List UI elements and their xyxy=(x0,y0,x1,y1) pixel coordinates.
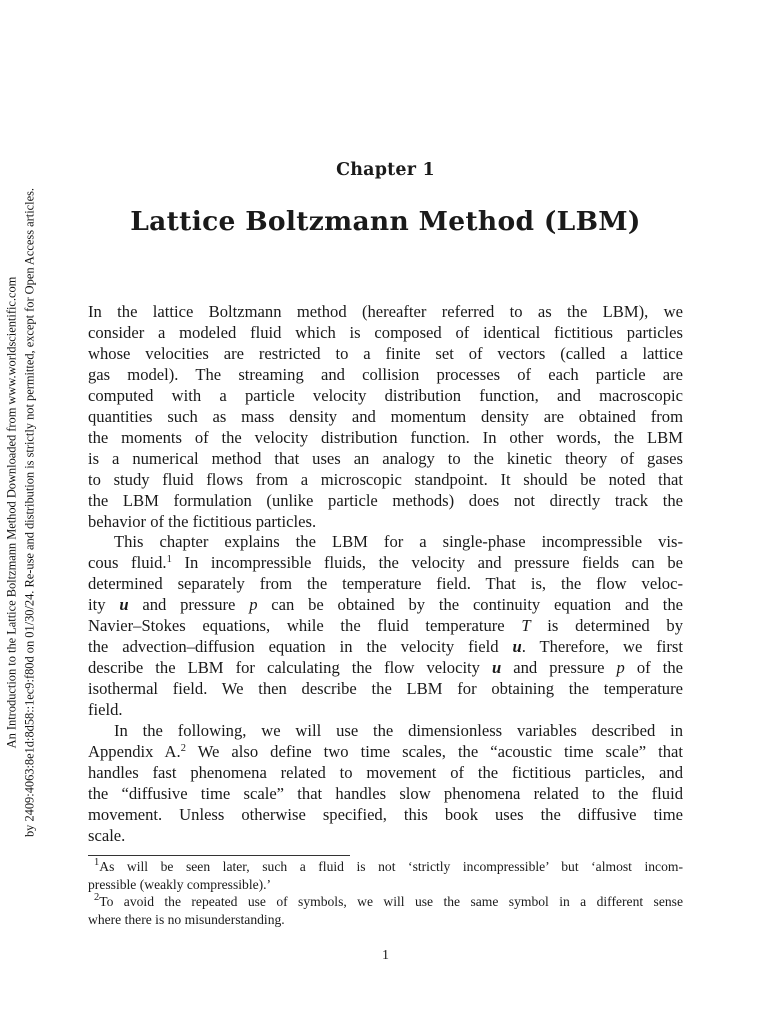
download-notice-sidebar xyxy=(2,0,42,1024)
text-line: isothermal field. We then describe the LBM for obtaining the temperature xyxy=(88,679,683,699)
text-line: movement. Unless otherwise specified, this book uses the diffusive time xyxy=(88,804,683,824)
text-span: This chapter explains the LBM for a single-phase incompressible vis- xyxy=(114,532,683,552)
page-number: 1 xyxy=(382,948,389,963)
paragraph-3 xyxy=(88,721,683,847)
footnote-2 xyxy=(88,893,683,928)
pressure-symbol: p xyxy=(249,595,258,615)
footnote-mark: 2 xyxy=(94,892,100,903)
text-span: In the following, we will use the dimensionless variables described in xyxy=(114,721,683,741)
pressure-symbol: p xyxy=(616,658,625,678)
text-line: gas model). The streaming and collision processes of each particle are xyxy=(88,364,683,384)
text-span: cous fluid. xyxy=(88,553,167,573)
text-line: the LBM formulation (unlike particle methods) does not directly track the xyxy=(88,490,683,510)
footnote-line xyxy=(88,858,683,876)
text-span: Navier–Stokes equations, while the fluid temperature xyxy=(88,616,522,636)
footnote-line: pressible (weakly compressible).’ xyxy=(88,876,272,892)
chapter-title: Lattice Boltzmann Method (LBM) xyxy=(130,206,641,237)
paragraph-1 xyxy=(88,302,683,532)
footnote-ref-2: 2 xyxy=(180,743,186,755)
text-span: describe the LBM for calculating the flow velocity xyxy=(88,658,492,678)
text-span: can be obtained by the continuity equation and the xyxy=(257,595,683,615)
velocity-symbol: u xyxy=(491,658,502,678)
text-line xyxy=(88,742,683,763)
text-line: quantities such as mass density and momentum density are obtained from xyxy=(88,406,683,426)
footnote-line xyxy=(88,893,683,911)
text-line: handles fast phenomena related to movement of the fictitious particles, and xyxy=(88,762,683,782)
text-line: the moments of the velocity distribution function. In other words, the LBM xyxy=(88,427,683,447)
text-span: and pressure xyxy=(501,658,617,678)
footnote-1 xyxy=(88,858,683,893)
text-span: of the xyxy=(624,658,683,678)
paragraph-2 xyxy=(88,532,683,721)
temperature-symbol: T xyxy=(521,616,531,636)
text-line xyxy=(88,616,683,637)
text-span: ity xyxy=(88,595,120,615)
text-line xyxy=(88,658,683,679)
text-span: and pressure xyxy=(128,595,250,615)
text-line xyxy=(88,637,683,658)
text-line: the “diffusive time scale” that handles slow phenomena related to the fluid xyxy=(88,783,683,803)
footnote-divider xyxy=(88,855,350,856)
download-notice-line-1: An Introduction to the Lattice Boltzmann Method Downloaded from www.worldscientific.com xyxy=(4,276,19,749)
footnote-text: As will be seen later, such a fluid is not ‘strictly incompressible’ but ‘almost incom- xyxy=(99,859,683,874)
velocity-symbol: u xyxy=(119,595,129,615)
text-line xyxy=(88,595,683,616)
text-line: whose velocities are restricted to a finite set of vectors (called a lattice xyxy=(88,343,683,363)
text-line xyxy=(88,553,683,574)
text-span: We also define two time scales, the “acoustic time scale” that xyxy=(185,742,683,762)
text-line: is a numerical method that uses an analogy to the kinetic theory of gases xyxy=(88,448,683,468)
chapter-label: Chapter 1 xyxy=(336,160,435,180)
chapter-body xyxy=(88,302,683,847)
text-line: scale. xyxy=(88,825,126,845)
footnote-line: where there is no misunderstanding. xyxy=(88,911,285,927)
text-line: consider a modeled fluid which is composed of identical fictitious particles xyxy=(88,322,683,342)
text-line: determined separately from the temperature field. That is, the flow veloc- xyxy=(88,574,683,594)
text-span: the advection–diffusion equation in the velocity field xyxy=(88,637,513,657)
text-line: to study fluid flows from a microscopic standpoint. It should be noted that xyxy=(88,469,683,489)
text-line: computed with a particle velocity distribution function, and macroscopic xyxy=(88,385,683,405)
footnotes xyxy=(88,858,683,928)
download-notice-line-2: by 2409:4063:8e1d:8d58::1ec9:f80d on 01/30/24. Re-use and distribution is strictly not permitted, except for Open Access articles. xyxy=(22,188,37,838)
text-span: is determined by xyxy=(530,616,683,636)
text-span: . Therefore, we first xyxy=(521,637,683,657)
text-line xyxy=(88,721,683,742)
text-line: In the lattice Boltzmann method (hereafter referred to as the LBM), we xyxy=(88,302,683,321)
footnote-text: To avoid the repeated use of symbols, we will use the same symbol in a different sense xyxy=(99,894,683,909)
velocity-symbol: u xyxy=(512,637,522,657)
text-line xyxy=(88,532,683,553)
text-line: behavior of the fictitious particles. xyxy=(88,511,317,531)
footnote-ref-1: 1 xyxy=(166,554,172,566)
text-span: In incompressible fluids, the velocity and pressure fields can be xyxy=(171,553,683,573)
text-span: Appendix A. xyxy=(88,742,181,762)
footnote-mark: 1 xyxy=(94,857,100,868)
text-line: field. xyxy=(88,700,123,720)
